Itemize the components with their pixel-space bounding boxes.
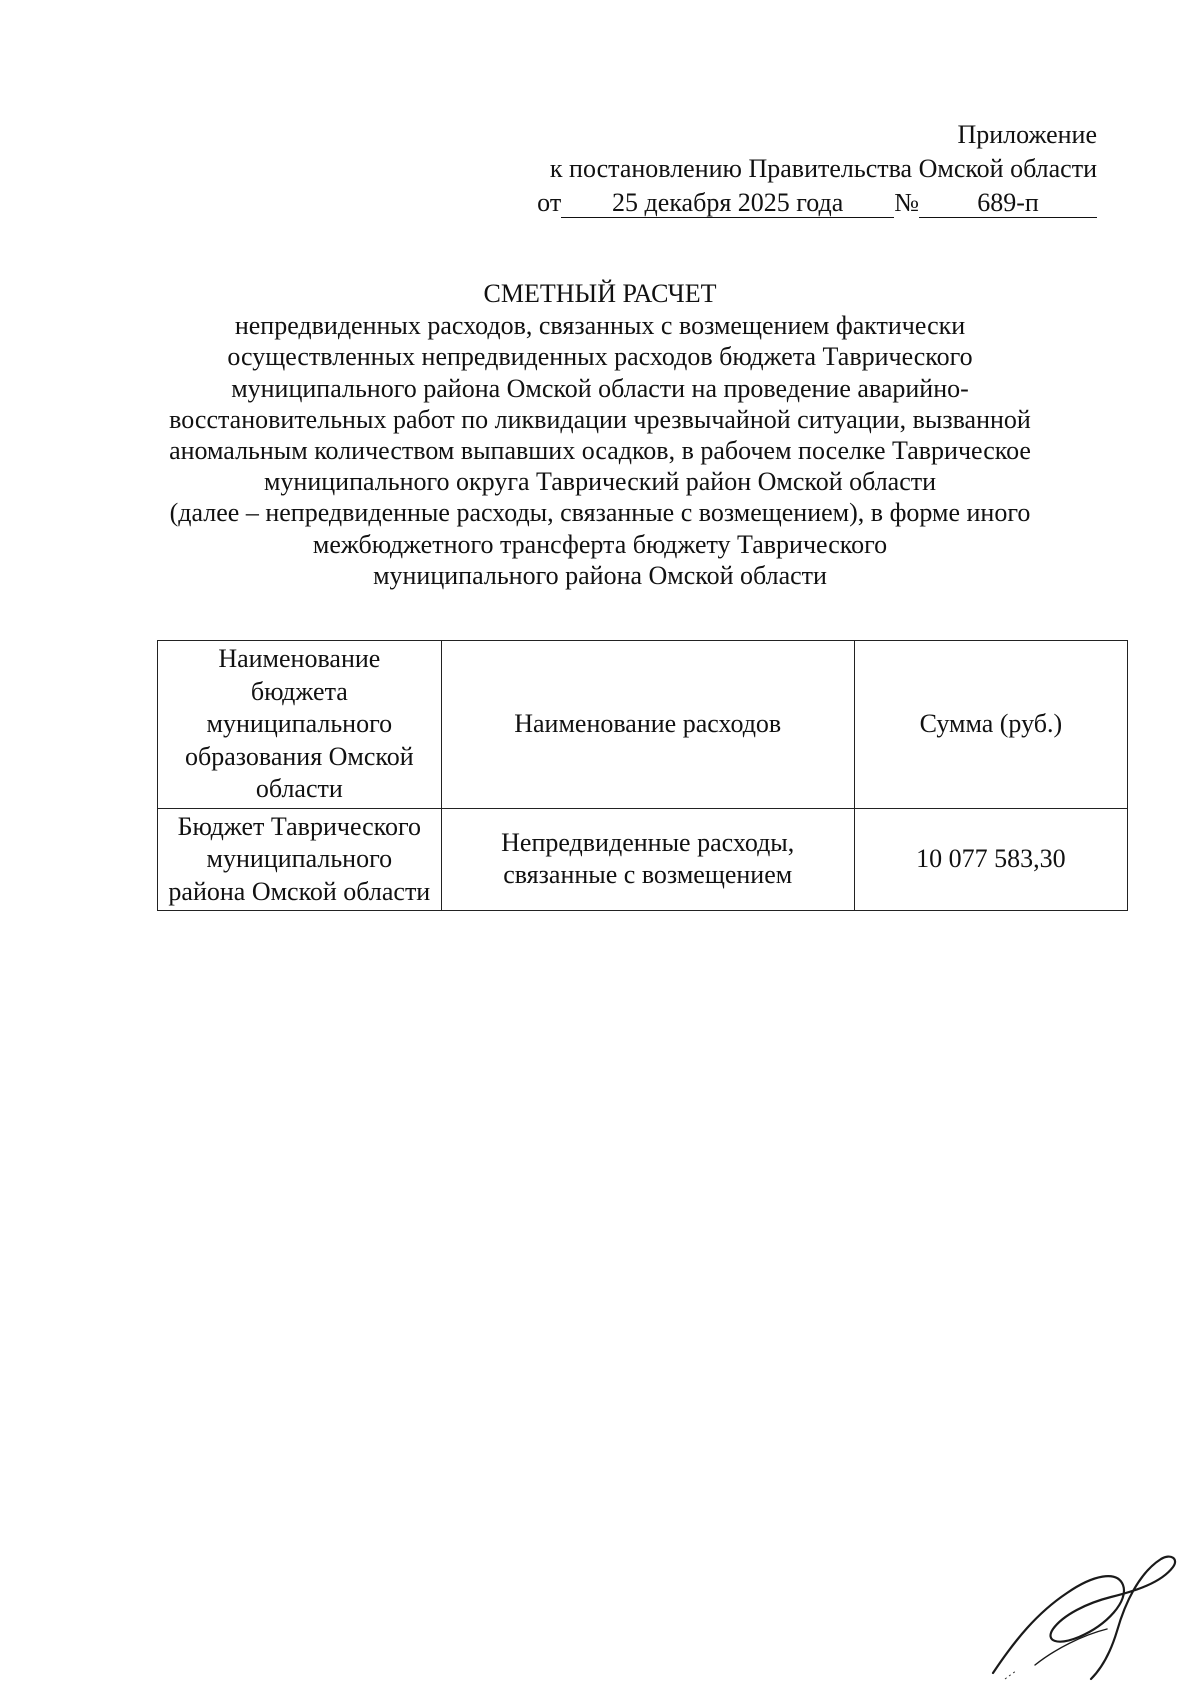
- title-line: муниципального района Омской области: [373, 560, 827, 590]
- cell-expense-name: Непредвиденные расходы, связанные с возмещением: [441, 808, 854, 911]
- title-line: муниципального района Омской области на проведение аварийно-: [231, 373, 969, 403]
- header-budget-name: Наименование бюджета муниципального образования Омской области: [158, 641, 442, 809]
- title-heading: СМЕТНЫЙ РАСЧЕТ: [483, 279, 717, 308]
- title-line: межбюджетного трансферта бюджету Таврического: [312, 529, 888, 559]
- title-line: восстановительных работ по ликвидации чрезвычайной ситуации, вызванной: [169, 404, 1031, 434]
- appendix-date-number: [537, 186, 1097, 220]
- number-label: №: [894, 188, 919, 217]
- title-line: непредвиденных расходов, связанных с возмещением фактически: [234, 311, 966, 341]
- header-expense-name: Наименование расходов: [441, 641, 854, 809]
- title-line: муниципального округа Таврический район Омской области: [263, 467, 937, 497]
- from-label: от: [537, 188, 562, 217]
- resolution-date: 25 декабря 2025 года: [561, 189, 894, 218]
- cell-amount: 10 077 583,30: [854, 808, 1127, 911]
- table-row: [158, 808, 1128, 911]
- appendix-resolution-ref: к постановлению Правительства Омской области: [549, 154, 1097, 183]
- estimate-table: [157, 640, 1128, 911]
- title-line: осуществленных непредвиденных расходов бюджета Таврического: [227, 342, 973, 372]
- resolution-number: 689-п: [919, 189, 1097, 218]
- appendix-block: [537, 118, 1097, 220]
- table-header-row: [158, 641, 1128, 809]
- header-amount: Сумма (руб.): [854, 641, 1127, 809]
- signature-mark: [975, 1545, 1185, 1685]
- cell-budget-name: Бюджет Таврического муниципального района Омской области: [158, 808, 442, 911]
- document-title: [150, 278, 1050, 591]
- title-line: (далее – непредвиденные расходы, связанные с возмещением), в форме иного: [169, 498, 1031, 528]
- title-line: аномальным количеством выпавших осадков, в рабочем поселке Таврическое: [169, 436, 1031, 466]
- appendix-title: Приложение: [957, 120, 1097, 149]
